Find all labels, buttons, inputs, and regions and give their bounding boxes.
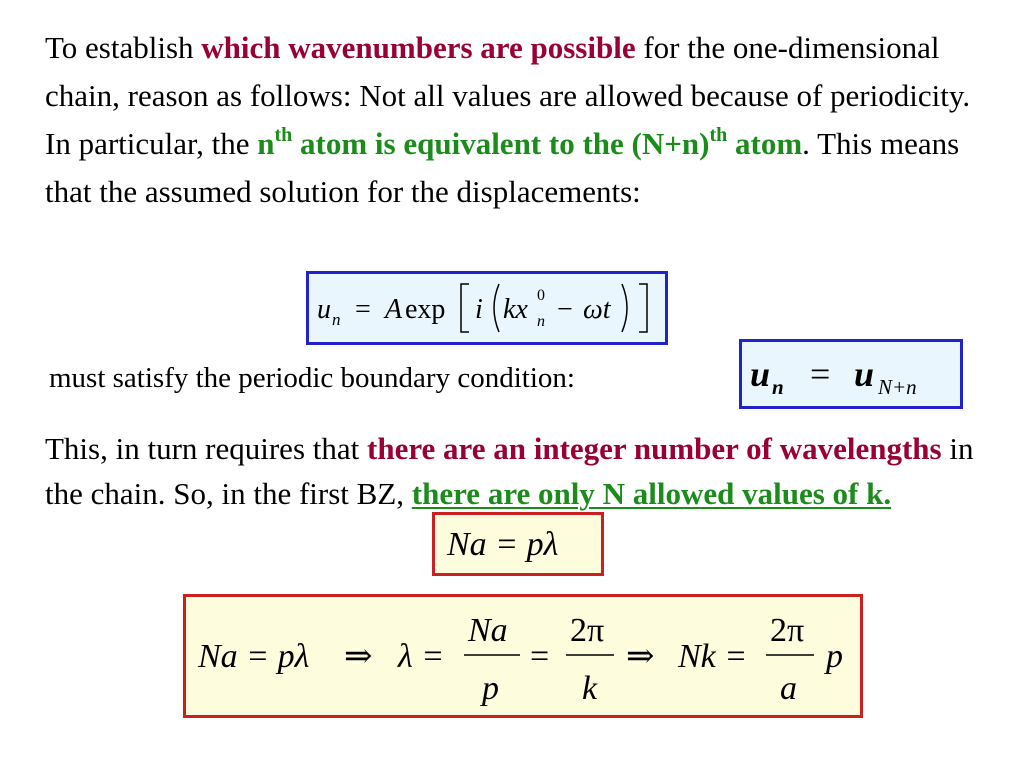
intro-text-2: for the one-dimensional chain, reason as follows: Not all values are allowed because of periodicity. In particular, the [45, 30, 971, 161]
derivation-equation-box [183, 594, 863, 718]
intro-text-1: To establish [45, 30, 202, 65]
eq1-right-bracket [639, 284, 647, 332]
nth-sup: th [274, 123, 293, 146]
equivalent-text: atom is equivalent to the (N+n) [292, 126, 710, 161]
wavenumbers-highlight: which wavenumbers are possible [201, 30, 636, 65]
allowed-k-highlight: there are only N allowed values of k. [411, 476, 892, 511]
eq4-p: p [826, 638, 843, 675]
boundary-equation [742, 342, 960, 406]
wavelength-paragraph [45, 426, 995, 516]
eq4-lambda-eq: λ = [398, 638, 445, 675]
eq4-den-2: k [582, 670, 598, 707]
nth-n: n [257, 126, 275, 161]
intro-text-3: . This means that the assumed solution for the displacements: [45, 126, 960, 209]
eq4-num-1: Na [468, 612, 508, 649]
eq1-i: i [475, 294, 483, 325]
eq1-sub-n2: n [537, 313, 545, 330]
eq4-den-1: p [482, 670, 499, 707]
eq1-A: A [385, 294, 403, 325]
intro-paragraph [45, 24, 995, 216]
eq1-left-bracket [461, 284, 469, 332]
eq2-sub-n: n [772, 375, 784, 399]
para3-text-2: in the chain. So, in the first BZ, [45, 431, 974, 511]
na-plambda-equation [435, 515, 601, 573]
atom-text: atom [727, 126, 803, 161]
eq1-sup-0: 0 [537, 287, 545, 304]
eq4-num-3: 2π [770, 612, 805, 649]
eq1-sub-n: n [332, 310, 341, 329]
eq4-implies-1: ⇒ [344, 638, 373, 675]
eq4-num-2: 2π [570, 612, 605, 649]
eq4-den-3: a [780, 670, 797, 707]
eq4-implies-2: ⇒ [626, 638, 655, 675]
eq4-lhs: Na = pλ [198, 638, 310, 675]
eq1-omega-t: ωt [583, 294, 611, 325]
eq1-left-paren [494, 284, 499, 332]
equivalence-highlight [257, 123, 803, 161]
eq4-equals-mid: = [530, 638, 550, 675]
eq2-u2: u [854, 354, 875, 394]
derivation-equation [186, 597, 860, 715]
eq1-equals: = [355, 294, 371, 325]
integer-wavelengths-highlight: there are an integer number of wavelengths [367, 431, 942, 466]
nn-th-sup: th [709, 123, 728, 146]
eq1-kx: kx [503, 294, 528, 325]
eq2-equals: = [810, 354, 831, 394]
eq4-nk-eq: Nk = [678, 638, 748, 675]
boundary-equation-box [739, 339, 963, 409]
na-plambda-box [432, 512, 604, 576]
para3-text-1: This, in turn requires that [45, 431, 367, 466]
displacement-equation [309, 274, 665, 342]
eq1-exp: exp [405, 294, 446, 325]
eq2-u: u [750, 354, 771, 394]
displacement-equation-box [306, 271, 668, 345]
eq2-sub-Nn: N+n [878, 375, 917, 399]
eq1-minus: − [557, 294, 573, 325]
boundary-condition-text: must satisfy the periodic boundary condition: [49, 362, 575, 394]
eq1-right-paren [622, 284, 627, 332]
eq3-text: Na = pλ [447, 526, 559, 563]
eq1-u: u [317, 294, 331, 325]
